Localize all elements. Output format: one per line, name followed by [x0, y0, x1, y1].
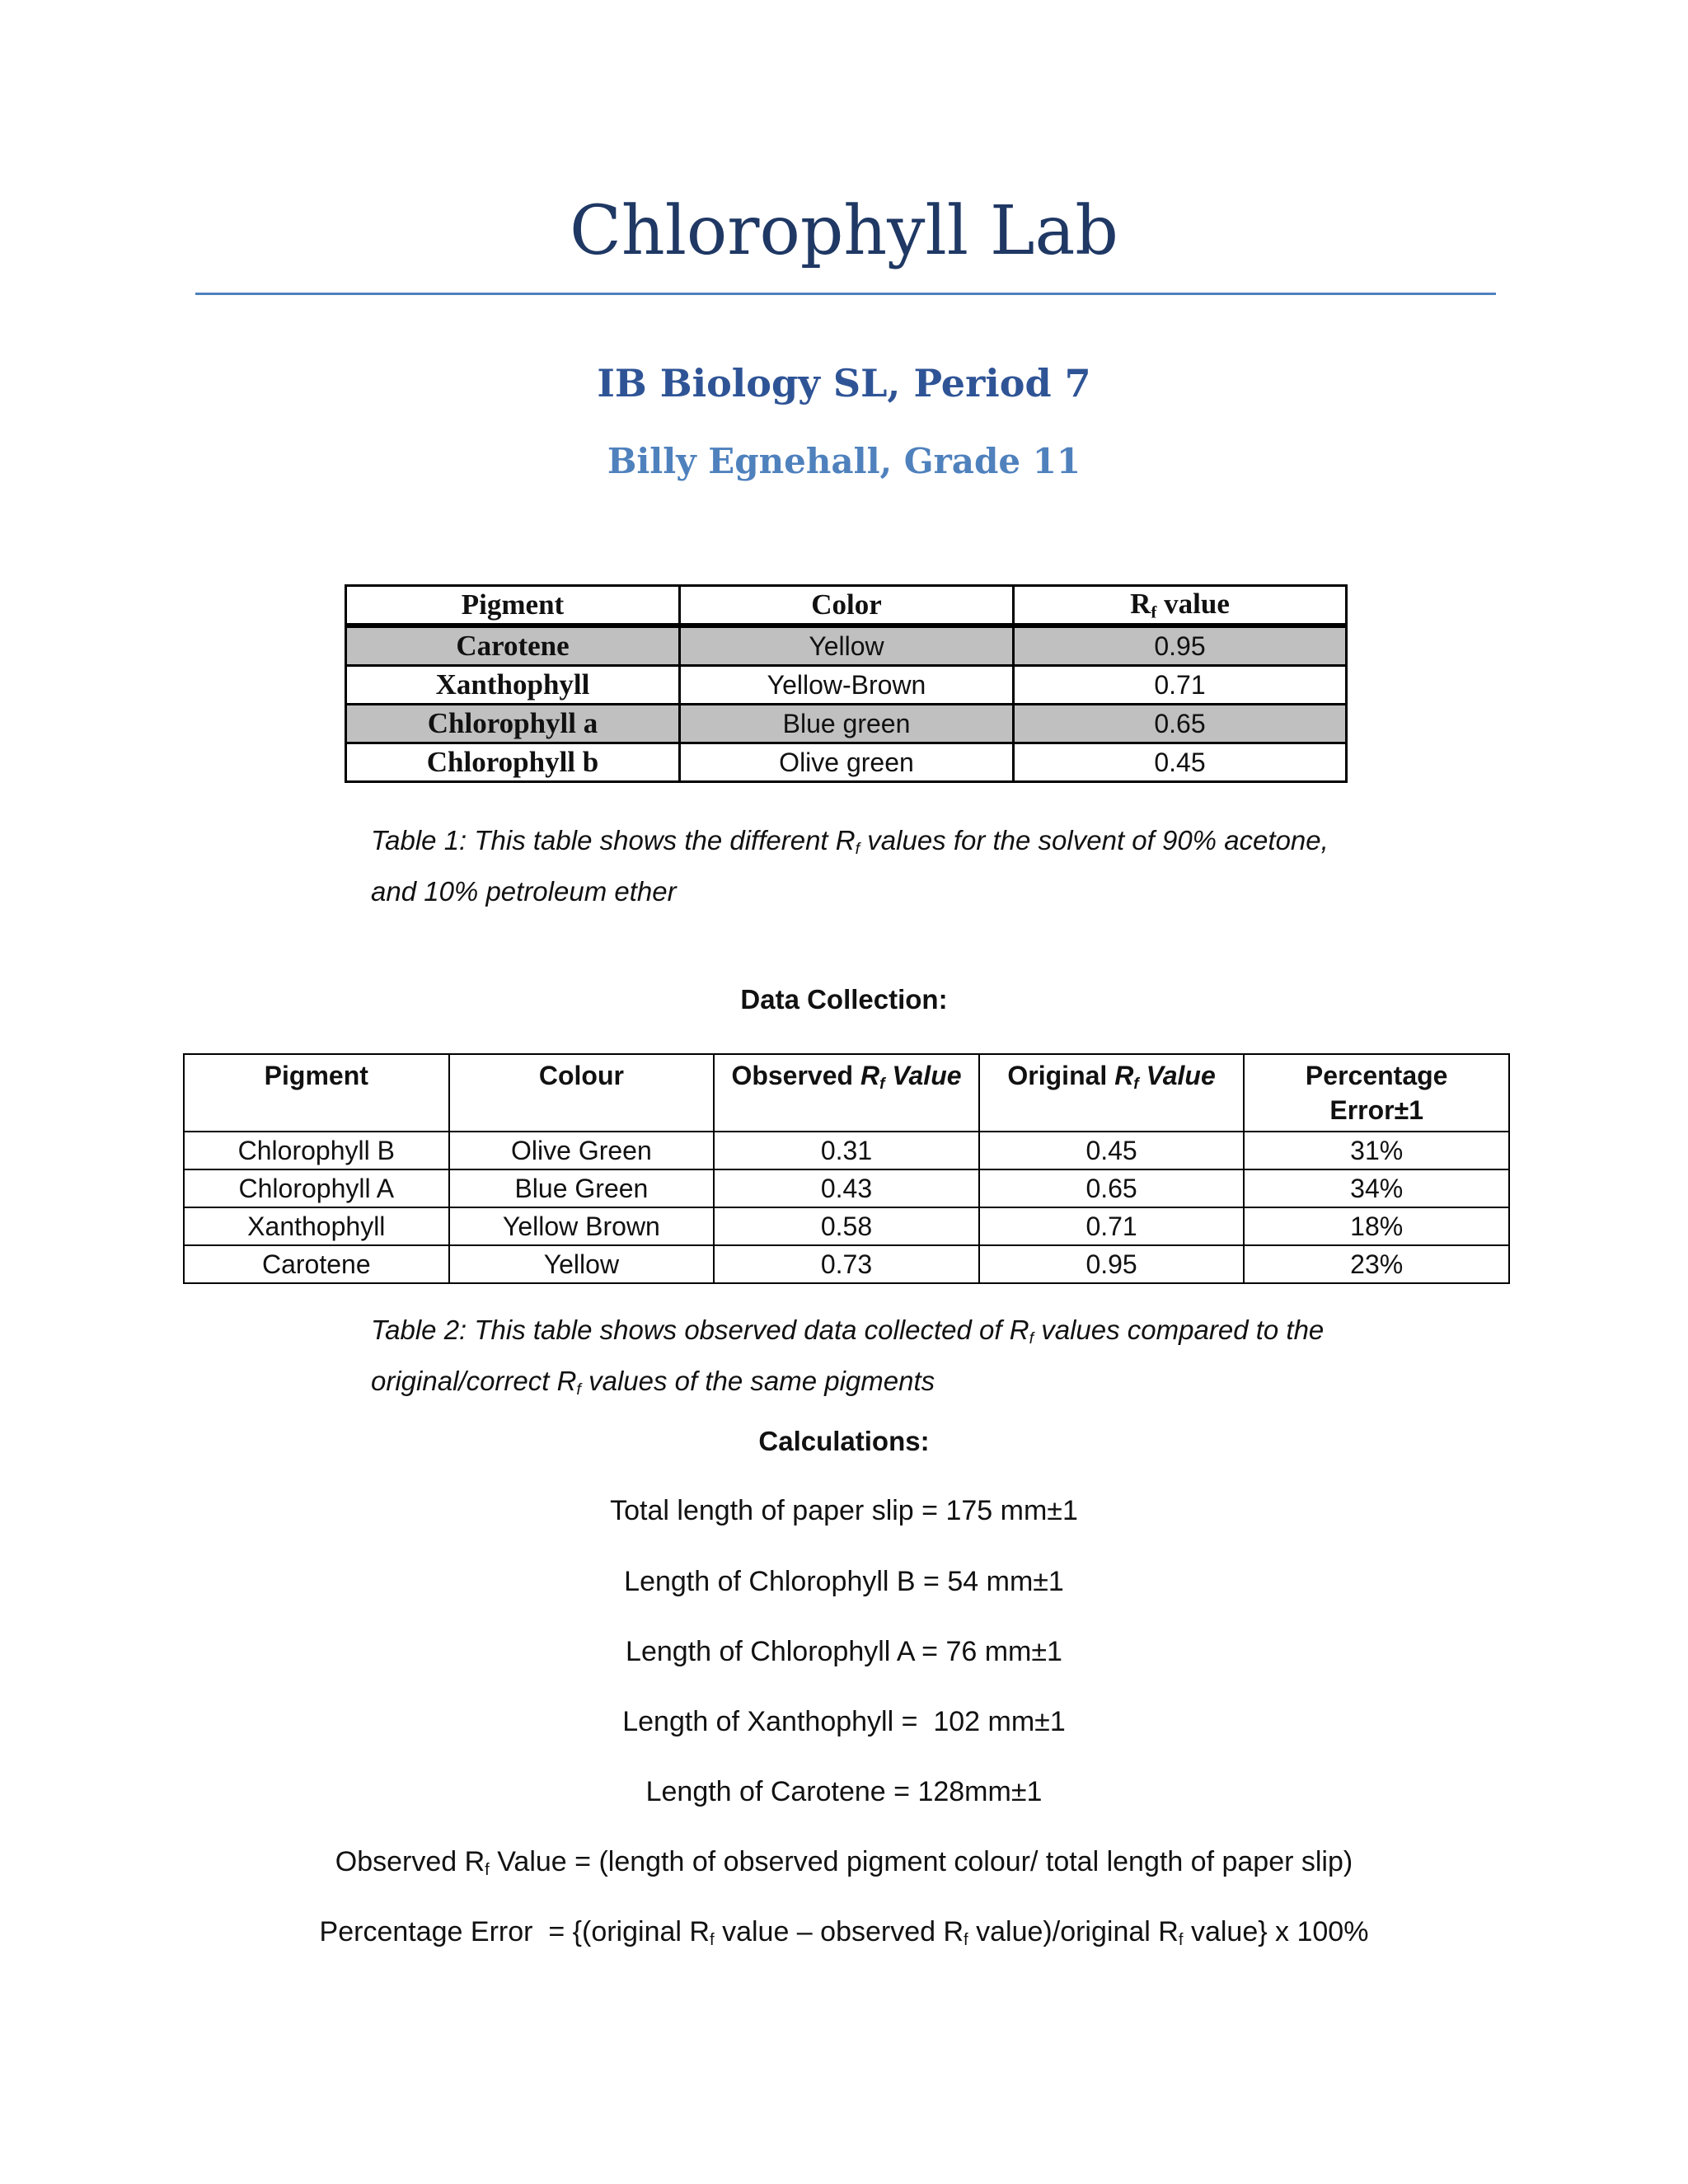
pigment-cell: Xanthophyll	[346, 666, 680, 705]
formula-subscript: f	[964, 1931, 968, 1950]
observed-rf-formula	[0, 1846, 1688, 1880]
header-pigment: Pigment	[346, 586, 680, 626]
pigment-cell: Carotene	[184, 1245, 449, 1283]
formula-text: value)/original R	[968, 1916, 1179, 1947]
pigment-cell: Chlorophyll a	[346, 705, 680, 743]
pigment-cell: Xanthophyll	[184, 1207, 449, 1245]
caption-subscript: f	[855, 839, 860, 858]
observed-cell: 0.73	[714, 1245, 979, 1283]
color-cell: Olive green	[680, 743, 1014, 782]
colour-cell: Olive Green	[449, 1132, 715, 1169]
rf-cell: 0.71	[1014, 666, 1347, 705]
header-observed-rf	[714, 1054, 979, 1132]
colour-cell: Blue Green	[449, 1169, 715, 1207]
formula-text: Observed R	[335, 1846, 485, 1877]
formula-text: Value = (length of observed pigment colour/ total length of paper slip)	[489, 1846, 1353, 1877]
rf-rest: value	[1156, 587, 1230, 620]
calc-total-length: Total length of paper slip = 175 mm±1	[610, 1495, 1078, 1526]
color-cell: Blue green	[680, 705, 1014, 743]
original-cell: 0.65	[979, 1169, 1245, 1207]
formula-subscript: f	[485, 1861, 490, 1880]
table-row	[184, 1207, 1509, 1245]
color-cell: Yellow	[680, 626, 1014, 666]
pigment-cell: Chlorophyll b	[346, 743, 680, 782]
header-subscript: f	[1133, 1075, 1139, 1093]
color-cell: Yellow-Brown	[680, 666, 1014, 705]
header-subscript: f	[879, 1075, 885, 1093]
table-row	[346, 743, 1347, 782]
caption-text: Table 2: This table shows observed data collected of R	[371, 1315, 1029, 1345]
pigment-cell: Chlorophyll B	[184, 1132, 449, 1169]
header-rf-value	[1014, 586, 1347, 626]
rf-r: R	[1130, 587, 1151, 620]
table-row	[184, 1132, 1509, 1169]
table-row	[346, 626, 1347, 666]
pigment-cell: Carotene	[346, 626, 680, 666]
table-row	[346, 705, 1347, 743]
data-collection-heading: Data Collection:	[740, 984, 948, 1015]
formula-text: value – observed R	[714, 1916, 964, 1947]
formula-text: value} x 100%	[1183, 1916, 1369, 1947]
formula-subscript: f	[709, 1931, 715, 1950]
original-cell: 0.45	[979, 1132, 1245, 1169]
formula-text: Percentage Error = {(original R	[319, 1916, 710, 1947]
caption-text: values for the solvent of 90% acetone, and 10% petroleum ether	[371, 825, 1329, 907]
table1-caption	[371, 819, 1360, 913]
author-line: Billy Egnehall, Grade 11	[607, 441, 1081, 481]
table-header-row	[184, 1054, 1509, 1132]
header-original-rf	[979, 1054, 1245, 1132]
caption-text: values compared to the original/correct R	[371, 1315, 1325, 1396]
header-pigment: Pigment	[184, 1054, 449, 1132]
calc-chlorophyll-a: Length of Chlorophyll A = 76 mm±1	[626, 1636, 1062, 1667]
document-title: Chlorophyll Lab	[570, 192, 1118, 270]
table-header-row	[346, 586, 1347, 626]
error-cell: 23%	[1244, 1245, 1509, 1283]
header-color: Color	[680, 586, 1014, 626]
table-row	[184, 1245, 1509, 1283]
calc-xanthophyll: Length of Xanthophyll = 102 mm±1	[622, 1706, 1066, 1737]
calc-chlorophyll-b: Length of Chlorophyll B = 54 mm±1	[624, 1566, 1064, 1597]
colour-cell: Yellow Brown	[449, 1207, 715, 1245]
calc-carotene: Length of Carotene = 128mm±1	[645, 1776, 1043, 1807]
error-cell: 31%	[1244, 1132, 1509, 1169]
header-text: Observed	[731, 1061, 860, 1090]
caption-text: values of the same pigments	[580, 1365, 935, 1396]
rf-subscript: f	[1151, 602, 1157, 622]
header-colour: Colour	[449, 1054, 715, 1132]
rf-cell: 0.45	[1014, 743, 1347, 782]
calculations-heading: Calculations:	[758, 1426, 930, 1456]
observed-cell: 0.31	[714, 1132, 979, 1169]
table-row	[184, 1169, 1509, 1207]
table2-caption	[371, 1309, 1360, 1411]
observed-cell: 0.58	[714, 1207, 979, 1245]
header-percentage-error: Percentage Error±1	[1244, 1054, 1509, 1132]
course-subtitle: IB Biology SL, Period 7	[597, 361, 1091, 405]
data-collection-table	[183, 1053, 1510, 1284]
caption-subscript: f	[576, 1380, 581, 1399]
header-text: Value	[1138, 1061, 1216, 1090]
error-cell: 18%	[1244, 1207, 1509, 1245]
colour-cell: Yellow	[449, 1245, 715, 1283]
caption-subscript: f	[1029, 1329, 1034, 1347]
header-text: Original	[1007, 1061, 1115, 1090]
header-text: R	[1114, 1061, 1134, 1090]
rf-cell: 0.95	[1014, 626, 1347, 666]
header-text: Value	[884, 1061, 962, 1090]
rf-reference-table	[345, 584, 1348, 783]
error-cell: 34%	[1244, 1169, 1509, 1207]
original-cell: 0.95	[979, 1245, 1245, 1283]
pigment-cell: Chlorophyll A	[184, 1169, 449, 1207]
title-underline	[195, 293, 1496, 295]
formula-subscript: f	[1178, 1931, 1184, 1950]
header-text: R	[860, 1061, 880, 1090]
observed-cell: 0.43	[714, 1169, 979, 1207]
rf-cell: 0.65	[1014, 705, 1347, 743]
table-row	[346, 666, 1347, 705]
percentage-error-formula	[0, 1916, 1688, 1950]
original-cell: 0.71	[979, 1207, 1245, 1245]
caption-text: Table 1: This table shows the different R	[371, 825, 856, 855]
